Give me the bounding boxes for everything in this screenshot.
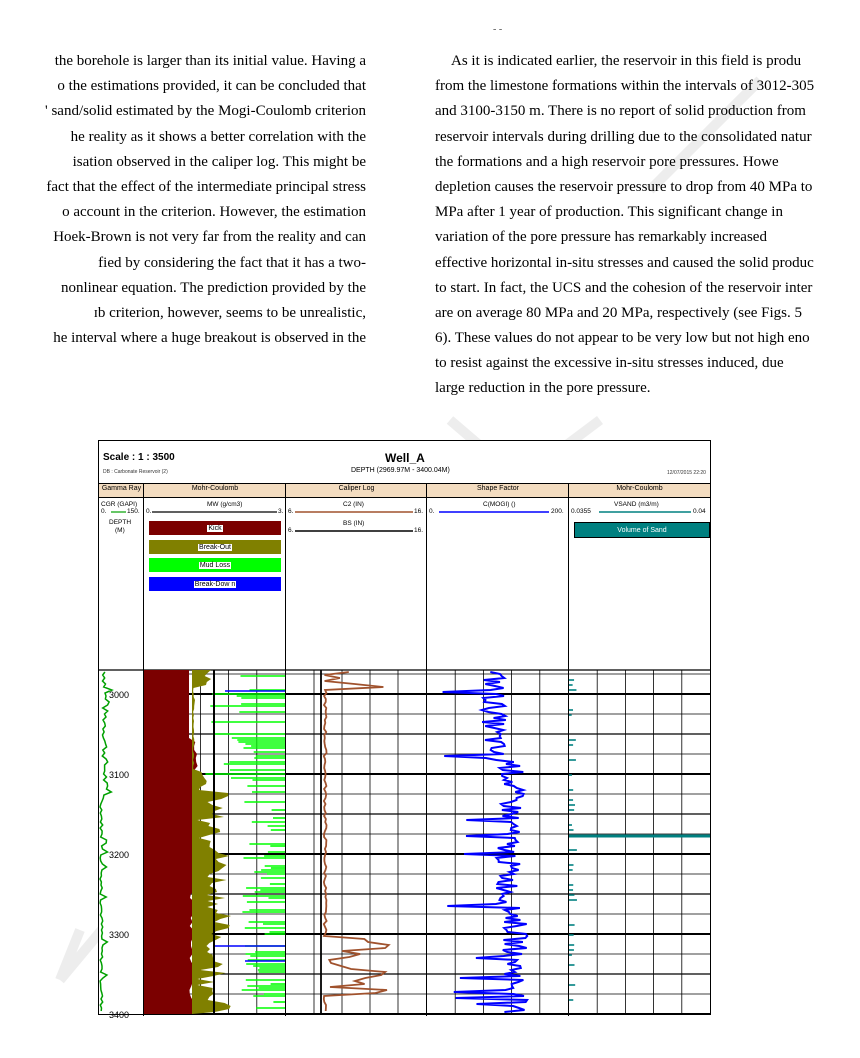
- depth-tick-label: 3000: [109, 690, 130, 700]
- text-line: MPa after 1 year of production. This significant change in: [435, 204, 783, 221]
- mw-curve-label: MW (g/cm3): [207, 501, 243, 508]
- legend-mudloss-label: Mud Loss: [199, 561, 231, 569]
- track-title-mohr: Mohr-Coulomb: [191, 485, 239, 492]
- text-line: effective horizontal in-situ stresses and caused the solid produc: [435, 254, 814, 271]
- vsand-min: 0.0355: [571, 508, 591, 515]
- log-scale: Scale : 1 : 3500: [103, 452, 175, 463]
- text-line: 6). These values do not appear to be very low but not high eno: [435, 330, 810, 347]
- text-line: o account in the criterion. However, the estimation: [62, 204, 366, 221]
- depth-tick-label: 3300: [109, 930, 130, 940]
- text-line: to resist against the excessive in-situ stresses induced, due: [435, 355, 784, 372]
- shape-max: 200.: [551, 508, 564, 515]
- text-line: the formations and a high reservoir pore pressures. Howe: [435, 153, 779, 170]
- gr-curve-label: CGR (GAPI): [101, 501, 138, 508]
- text-line: depletion causes the reservoir pressure to drop from 40 MPa to: [435, 178, 813, 195]
- mw-min: 0.: [146, 508, 152, 515]
- text-line: large reduction in the pore pressure.: [435, 380, 651, 397]
- gamma-ray-curve: [100, 672, 112, 1011]
- c2-curve-label: C2 (IN): [343, 501, 364, 508]
- depth-tick-label: 3200: [109, 850, 130, 860]
- well-log-figure: [98, 440, 711, 1020]
- right-text-column: [435, 49, 835, 402]
- text-line: to start. In fact, the UCS and the cohesion of the reservoir inter: [435, 279, 813, 296]
- text-line: ɪb criterion, however, seems to be unrealistic,: [93, 304, 366, 321]
- text-line: isation observed in the caliper log. This might be: [72, 153, 366, 170]
- log-date: 12/07/2015 22:20: [667, 470, 706, 476]
- text-line: he interval where a huge breakout is observed in the: [53, 330, 366, 347]
- bs-max: 16.: [414, 527, 424, 534]
- vsand-curve-label: VSAND (m3/m): [614, 501, 659, 508]
- gr-min: 0.: [101, 508, 107, 515]
- legend-vsand-label: Volume of Sand: [617, 526, 667, 534]
- text-line: are on average 80 MPa and 20 MPa, respectively (see Figs. 5: [435, 304, 802, 321]
- track-title-vsand: Mohr-Coulomb: [616, 485, 663, 492]
- text-line: o the estimations provided, it can be concluded that: [57, 78, 366, 95]
- text-line: reservoir intervals during drilling due to the consolidated natur: [435, 128, 812, 145]
- log-well-name: Well_A: [385, 451, 425, 465]
- log-depth-range: DEPTH (2969.97M - 3400.04M): [351, 467, 450, 474]
- track-title-caliper: Caliper Log: [338, 485, 375, 492]
- text-line: As it is indicated earlier, the reservoir in this field is produ: [451, 53, 802, 69]
- caliper-c2-curve: [324, 672, 389, 1011]
- text-line: ' sand/solid estimated by the Mogi-Coulomb criterion: [45, 103, 366, 120]
- bs-curve-label: BS (IN): [343, 520, 365, 527]
- mw-max: 3.: [278, 508, 284, 515]
- text-line: and 3100-3150 m. There is no report of solid production from: [435, 103, 806, 120]
- bs-min: 6.: [288, 527, 294, 534]
- legend-breakout-label: Break-Out: [199, 543, 231, 551]
- text-line: variation of the pore pressure has remarkably increased: [435, 229, 767, 246]
- page-top-mark: - -: [493, 24, 503, 35]
- text-line: the borehole is larger than its initial value. Having a: [54, 53, 366, 69]
- text-line: fied by considering the fact that it has a two-: [98, 254, 366, 271]
- legend-kick-label: Kick: [208, 524, 222, 532]
- text-line: nonlinear equation. The prediction provided by the: [60, 279, 366, 296]
- shape-curve-label: C(MOGI) (): [483, 501, 516, 508]
- text-line: fact that the effect of the intermediate principal stress: [46, 178, 366, 195]
- log-db: DB : Carbonate Reservoir (2): [103, 469, 168, 475]
- left-text-column: [30, 49, 366, 351]
- text-line: he reality as it shows a better correlation with the: [70, 128, 366, 145]
- c2-min: 6.: [288, 508, 294, 515]
- text-line: from the limestone formations within the intervals of 3012-305: [435, 78, 815, 95]
- kick-fill: [144, 670, 198, 1014]
- depth-unit: (M): [115, 527, 125, 534]
- c2-max: 16.: [414, 508, 424, 515]
- legend-breakdown-label: Break-Dow n: [194, 580, 236, 588]
- shape-min: 0.: [429, 508, 435, 515]
- depth-label: DEPTH: [109, 519, 132, 526]
- text-line: Hoek-Brown is not very far from the reality and can: [53, 229, 366, 246]
- depth-tick-label: 3400: [109, 1010, 130, 1020]
- depth-tick-label: 3100: [109, 770, 130, 780]
- gr-max: 150.: [127, 508, 140, 515]
- vsand-max: 0.04: [693, 508, 706, 515]
- track-title-gamma: Gamma Ray: [101, 485, 142, 492]
- log-tracks: [99, 441, 710, 1020]
- track-title-shape: Shape Factor: [476, 485, 520, 492]
